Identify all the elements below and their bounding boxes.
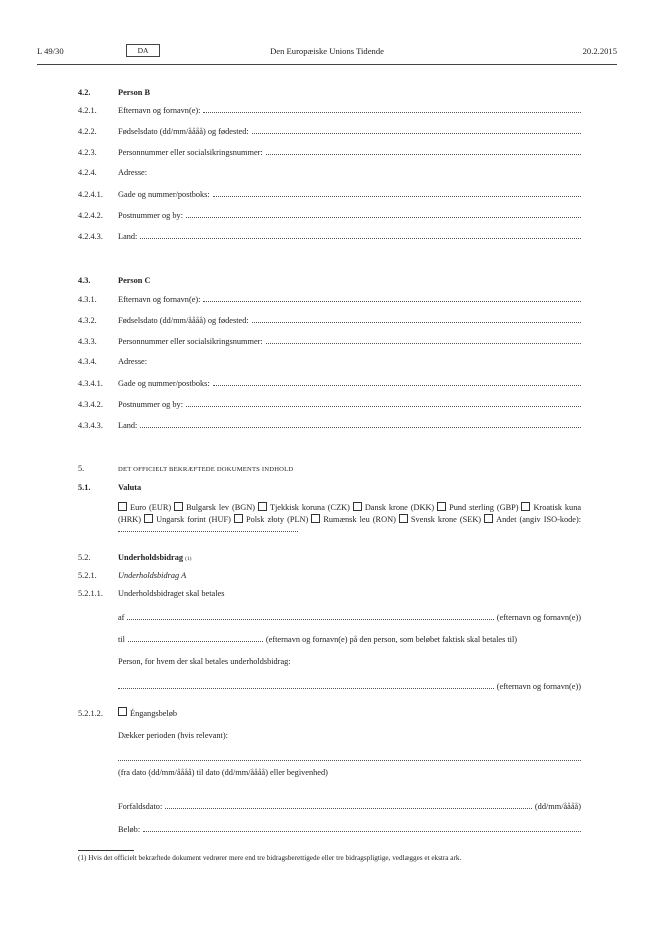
subsection-a bbox=[78, 571, 581, 583]
checkbox-icon[interactable] bbox=[258, 502, 267, 511]
fill-line[interactable] bbox=[213, 378, 581, 386]
field-number: 4.2.4.1. bbox=[78, 190, 103, 199]
fill-line[interactable] bbox=[252, 126, 581, 134]
currency-option-label: Bulgarsk lev (BGN) bbox=[186, 503, 255, 512]
field-label: Adresse: bbox=[118, 168, 148, 177]
field-amount[interactable] bbox=[118, 824, 581, 836]
field-hint: (efternavn og fornavn(e) på den person, som beløbet faktisk skal betales til) bbox=[265, 635, 518, 644]
fill-line[interactable] bbox=[118, 525, 298, 532]
field-label: Efternavn og fornavn(e): bbox=[118, 106, 201, 115]
section-title: Underholdsbidrag A bbox=[118, 571, 187, 580]
footnote-ref[interactable]: (1) bbox=[185, 556, 192, 562]
currency-option-label: Kroatisk kuna (HRK) bbox=[118, 503, 582, 524]
lump-sum-row bbox=[78, 707, 581, 719]
language-badge: DA bbox=[126, 44, 160, 57]
checkbox-icon[interactable] bbox=[118, 502, 127, 511]
pay-heading bbox=[78, 589, 581, 601]
section-heading-5 bbox=[78, 464, 581, 476]
fill-line[interactable] bbox=[140, 420, 581, 428]
section-number: 4.3. bbox=[78, 276, 91, 285]
form-field[interactable] bbox=[78, 378, 581, 390]
checkbox-icon[interactable] bbox=[484, 514, 493, 523]
section-title: Valuta bbox=[118, 483, 142, 492]
fill-line[interactable] bbox=[165, 801, 532, 809]
field-label: Postnummer og by: bbox=[118, 400, 183, 409]
section-number: 5.1. bbox=[78, 483, 91, 492]
section-number: 5.2.1.2. bbox=[78, 709, 103, 718]
currency-option-label: Dansk krone (DKK) bbox=[364, 503, 435, 512]
currency-option-label: Tjekkisk koruna (CZK) bbox=[269, 503, 350, 512]
field-label: Personnummer eller socialsikringsnummer: bbox=[118, 148, 263, 157]
field-number: 4.2.4. bbox=[78, 168, 97, 177]
fill-line[interactable] bbox=[213, 189, 581, 197]
form-field[interactable] bbox=[78, 420, 581, 432]
checkbox-icon[interactable] bbox=[521, 502, 530, 511]
person-label-row bbox=[118, 657, 581, 669]
field-label: Fødselsdato (dd/mm/åååå) og fødested: bbox=[118, 316, 249, 325]
fill-line[interactable] bbox=[186, 210, 581, 218]
section-title: DET OFFICIELT BEKRÆFTEDE DOKUMENTS INDHOLD bbox=[118, 466, 294, 473]
field-label: Efternavn og fornavn(e): bbox=[118, 295, 201, 304]
fill-line[interactable] bbox=[118, 681, 494, 689]
period-hint-row bbox=[118, 768, 581, 780]
section-heading-person-c bbox=[78, 276, 581, 288]
section-title: Underholdsbidrag bbox=[118, 553, 184, 562]
page-reference: L 49/30 bbox=[37, 46, 64, 56]
lump-sum-label: Éngangsbeløb bbox=[130, 709, 178, 718]
field-number: 4.3.4. bbox=[78, 357, 97, 366]
section-number: 5.2. bbox=[78, 553, 91, 562]
checkbox-icon[interactable] bbox=[437, 502, 446, 511]
field-label: Postnummer og by: bbox=[118, 211, 183, 220]
footnote-rule bbox=[78, 850, 134, 851]
field-number: 4.2.2. bbox=[78, 127, 97, 136]
section-heading-underhold bbox=[78, 553, 581, 565]
field-number: 4.3.3. bbox=[78, 337, 97, 346]
field-number: 4.3.4.3. bbox=[78, 421, 103, 430]
field-label: Beløb: bbox=[118, 825, 141, 834]
form-field[interactable] bbox=[78, 399, 581, 411]
field-period[interactable] bbox=[118, 753, 581, 765]
field-number: 4.2.4.3. bbox=[78, 232, 103, 241]
section-number: 5.2.1.1. bbox=[78, 589, 103, 598]
form-field[interactable] bbox=[78, 147, 581, 159]
fill-line[interactable] bbox=[140, 231, 581, 239]
fill-line[interactable] bbox=[203, 105, 581, 113]
field-number: 4.3.1. bbox=[78, 295, 97, 304]
field-hint: (efternavn og fornavn(e)) bbox=[496, 613, 581, 622]
field-number: 4.3.4.1. bbox=[78, 379, 103, 388]
field-til[interactable] bbox=[118, 634, 581, 646]
section-number: 5. bbox=[78, 464, 85, 473]
field-number: 4.3.4.2. bbox=[78, 400, 103, 409]
header-rule bbox=[37, 64, 617, 65]
form-field[interactable] bbox=[78, 231, 581, 243]
fill-line[interactable] bbox=[143, 824, 581, 832]
field-person[interactable] bbox=[118, 681, 581, 693]
field-number: 4.2.3. bbox=[78, 148, 97, 157]
fill-line[interactable] bbox=[128, 634, 263, 642]
currency-option-label: Pund sterling (GBP) bbox=[449, 503, 519, 512]
fill-line[interactable] bbox=[127, 612, 493, 620]
section-number: 4.2. bbox=[78, 88, 91, 97]
section-title: Person C bbox=[118, 276, 151, 285]
publication-date: 20.2.2015 bbox=[582, 46, 617, 56]
currency-option-label: Euro (EUR) bbox=[130, 503, 172, 512]
field-label: Forfaldsdato: bbox=[118, 802, 163, 811]
fill-line[interactable] bbox=[118, 753, 581, 761]
section-title: Person B bbox=[118, 88, 151, 97]
field-due-date[interactable] bbox=[118, 801, 581, 813]
field-label: Gade og nummer/postboks: bbox=[118, 379, 210, 388]
currency-option-label: Rumænsk leu (RON) bbox=[323, 514, 396, 524]
field-label: Personnummer eller socialsikringsnummer: bbox=[118, 337, 263, 346]
field-hint: (fra dato (dd/mm/åååå) til dato (dd/mm/åååå) eller begivenhed) bbox=[118, 768, 328, 777]
field-label: Person, for hvem der skal betales underholdsbidrag: bbox=[118, 657, 291, 666]
fill-line[interactable] bbox=[266, 147, 581, 155]
period-label-row bbox=[118, 731, 581, 743]
currency-options bbox=[118, 502, 581, 536]
fill-line[interactable] bbox=[203, 294, 581, 302]
field-label: Land: bbox=[118, 232, 138, 241]
form-field[interactable] bbox=[78, 189, 581, 201]
section-number: 5.2.1. bbox=[78, 571, 97, 580]
journal-title: Den Europæiske Unions Tidende bbox=[270, 46, 384, 56]
form-field[interactable] bbox=[78, 294, 581, 306]
pay-label: Underholdsbidraget skal betales bbox=[118, 589, 225, 598]
fill-line[interactable] bbox=[252, 315, 581, 323]
field-hint: (dd/mm/åååå) bbox=[534, 802, 581, 811]
checkbox-icon[interactable] bbox=[118, 707, 127, 716]
form-field[interactable] bbox=[78, 126, 581, 138]
checkbox-icon[interactable] bbox=[174, 502, 183, 511]
checkbox-icon[interactable] bbox=[311, 514, 320, 523]
field-number: 4.3.2. bbox=[78, 316, 97, 325]
page-header bbox=[37, 44, 617, 60]
fill-line[interactable] bbox=[266, 336, 581, 344]
currency-option-label: Ungarsk forint (HUF) bbox=[156, 514, 231, 524]
field-af[interactable] bbox=[118, 612, 581, 624]
footnote-text: Hvis det officielt bekræftede dokument vedrører mere end tre bidragsberettigede eller tre bidragspligtige, vedlægges et ekstra ark. bbox=[88, 854, 462, 862]
form-field[interactable] bbox=[78, 210, 581, 222]
checkbox-icon[interactable] bbox=[353, 502, 362, 511]
currency-option-label: Andet (angiv ISO-kode): bbox=[496, 514, 582, 524]
fill-line[interactable] bbox=[186, 399, 581, 407]
section-heading-valuta bbox=[78, 483, 581, 495]
field-label: Gade og nummer/postboks: bbox=[118, 190, 210, 199]
checkbox-icon[interactable] bbox=[234, 514, 243, 523]
currency-option-label: Polsk złoty (PLN) bbox=[245, 514, 309, 524]
footnote bbox=[78, 854, 581, 862]
field-number: 4.2.4.2. bbox=[78, 211, 103, 220]
section-heading-person-b bbox=[78, 88, 581, 100]
currency-option-label: Svensk krone (SEK) bbox=[410, 514, 482, 524]
checkbox-icon[interactable] bbox=[144, 514, 153, 523]
field-label: til bbox=[118, 635, 125, 644]
footnote-mark: (1) bbox=[78, 854, 87, 862]
form-field[interactable] bbox=[78, 336, 581, 348]
field-label: af bbox=[118, 613, 125, 622]
form-field[interactable] bbox=[78, 105, 581, 117]
field-label: Dækker perioden (hvis relevant): bbox=[118, 731, 228, 740]
form-field[interactable] bbox=[78, 168, 581, 180]
field-number: 4.2.1. bbox=[78, 106, 97, 115]
field-label: Adresse: bbox=[118, 357, 148, 366]
field-label: Land: bbox=[118, 421, 138, 430]
field-hint: (efternavn og fornavn(e)) bbox=[496, 682, 581, 691]
form-field[interactable] bbox=[78, 315, 581, 327]
form-field[interactable] bbox=[78, 357, 581, 369]
checkbox-icon[interactable] bbox=[399, 514, 408, 523]
field-label: Fødselsdato (dd/mm/åååå) og fødested: bbox=[118, 127, 249, 136]
